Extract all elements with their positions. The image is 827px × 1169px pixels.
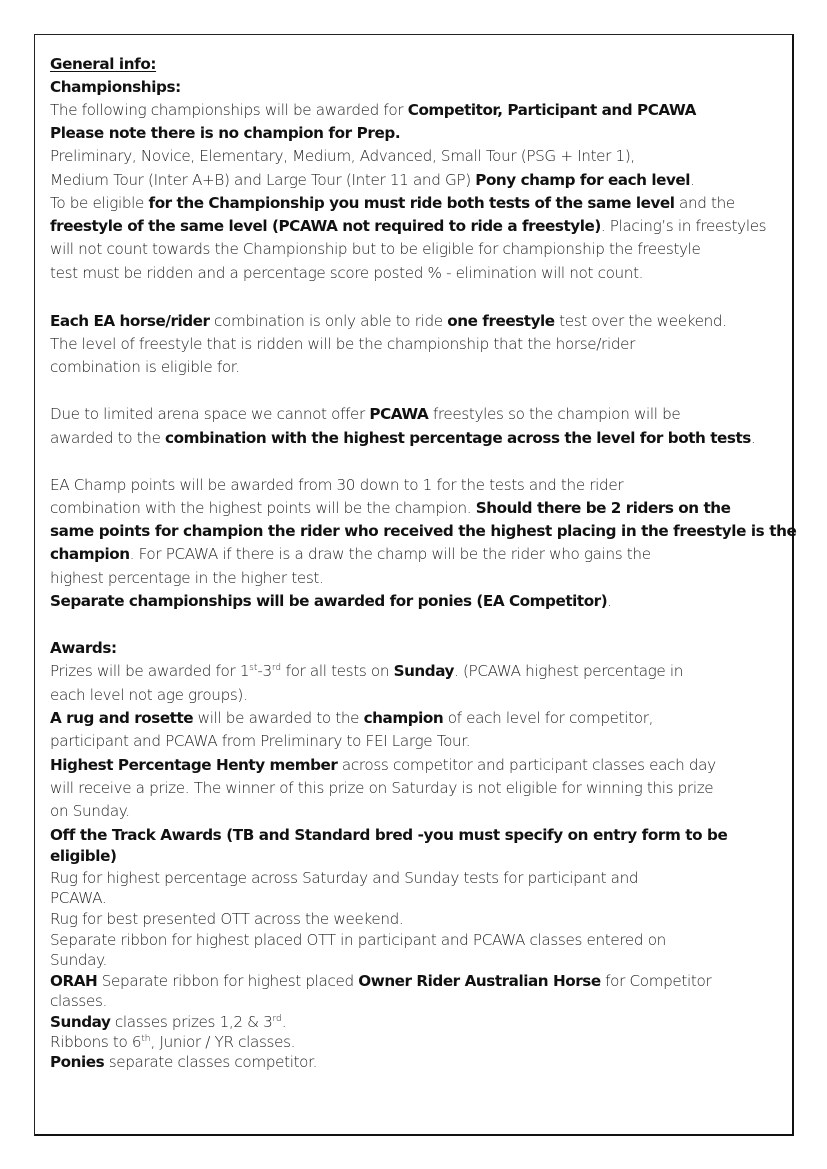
ott-ribbon-line-2: Sunday. (50, 951, 108, 969)
bold-text: Competitor, Participant and PCAWA (407, 101, 696, 119)
bold-text: Sunday (50, 1013, 111, 1031)
text: combination with the highest points will be the champion. (50, 499, 476, 517)
ponies-line (50, 1052, 317, 1072)
text: . For PCAWA if there is a draw the champ will be the rider who gains the (129, 545, 651, 563)
superscript: rd (272, 1014, 282, 1024)
text: awarded to the (50, 429, 166, 447)
text: . (281, 1013, 287, 1031)
orah-line-2: classes. (50, 992, 107, 1010)
bold-text: Should there be 2 riders on the (475, 499, 731, 517)
ribbons-line (50, 1032, 295, 1052)
prizes-line-1 (50, 661, 683, 681)
no-prep-champion-note: Please note there is no champion for Prep. (50, 124, 401, 142)
points-rule-line-5: highest percentage in the higher test. (50, 569, 324, 587)
pony-championships-line (50, 591, 612, 611)
document-title: General info: (50, 55, 157, 73)
eligibility-line-1 (50, 193, 735, 213)
bold-text: Sunday (393, 662, 454, 680)
superscript: st (249, 663, 258, 673)
eligibility-line-3: will not count towards the Championship but to be eligible for championship the freestyle (50, 240, 701, 258)
text: for Competitor (600, 972, 712, 990)
superscript: rd (271, 663, 282, 673)
bold-text: Ponies (50, 1053, 105, 1071)
rug-rosette-line-2: participant and PCAWA from Preliminary to FEI Large Tour. (50, 732, 471, 750)
points-rule-line-4 (50, 544, 651, 564)
bold-text: Pony champ for each level (475, 171, 691, 189)
henty-line-3: on Sunday. (50, 802, 130, 820)
bold-text: Each EA horse/rider (50, 312, 210, 330)
text: Separate ribbon for highest placed (97, 972, 359, 990)
bold-text: champion (363, 709, 444, 727)
text: . (607, 592, 612, 610)
text: The following championships will be awarded for (50, 101, 408, 119)
championships-heading: Championships: (50, 78, 181, 96)
bold-text: A rug and rosette (50, 709, 194, 727)
ott-heading-line-1: Off the Track Awards (TB and Standard bred -you must specify on entry form to be (50, 826, 728, 844)
text: Due to limited arena space we cannot offer (50, 405, 370, 423)
text: will be awarded to the (193, 709, 364, 727)
eligibility-line-2 (50, 216, 766, 236)
bold-text: PCAWA (369, 405, 429, 423)
bold-text: for the Championship you must ride both tests of the same level (148, 194, 675, 212)
rug-rosette-line-1 (50, 708, 653, 728)
bold-text: champion (50, 545, 130, 563)
ott-heading-line-2: eligible) (50, 847, 117, 865)
awards-heading: Awards: (50, 639, 117, 657)
text: . (750, 429, 756, 447)
text: of each level for competitor, (443, 709, 654, 727)
text: , Junior / YR classes. (150, 1033, 296, 1051)
henty-line-2: will receive a prize. The winner of this prize on Saturday is not eligible for winning this prize (50, 779, 714, 797)
points-rule-line-3: same points for champion the rider who received the highest placing in the freestyle is the (50, 522, 797, 540)
bold-text: Highest Percentage Henty member (50, 756, 338, 774)
text: . (690, 171, 695, 189)
bold-text: ORAH (50, 972, 98, 990)
sunday-prizes-line (50, 1012, 286, 1032)
text: for all tests on (281, 662, 394, 680)
championships-intro-line (50, 100, 696, 120)
levels-line: Preliminary, Novice, Elementary, Medium, Advanced, Small Tour (PSG + Inter 1), (50, 147, 635, 165)
freestyle-rule-line-3: combination is eligible for. (50, 358, 240, 376)
points-rule-line-1: EA Champ points will be awarded from 30 down to 1 for the tests and the rider (50, 476, 624, 494)
text: Medium Tour (Inter A+B) and Large Tour (Inter 11 and GP) (50, 171, 476, 189)
bold-text: freestyle of the same level (PCAWA not required to ride a freestyle) (50, 217, 601, 235)
freestyle-rule-line-2: The level of freestyle that is ridden will be the championship that the horse/rider (50, 335, 635, 353)
orah-line-1 (50, 971, 711, 991)
text: test over the weekend. (554, 312, 727, 330)
text: across competitor and participant classes each day (337, 756, 716, 774)
text: Prizes will be awarded for 1 (50, 662, 250, 680)
bold-text: one freestyle (447, 312, 555, 330)
superscript: th (141, 1034, 151, 1044)
text: . Placing’s in freestyles (600, 217, 767, 235)
text: combination is only able to ride (209, 312, 448, 330)
ott-rug-highest-line-1: Rug for highest percentage across Saturday and Sunday tests for participant and (50, 869, 639, 887)
text: . (PCAWA highest percentage in (454, 662, 684, 680)
freestyle-rule-line-1 (50, 311, 727, 331)
tours-line (50, 170, 695, 190)
ott-rug-best-line: Rug for best presented OTT across the weekend. (50, 910, 404, 928)
text: Ribbons to 6 (50, 1033, 142, 1051)
points-rule-line-2 (50, 498, 731, 518)
text: classes prizes 1,2 & 3 (110, 1013, 273, 1031)
ott-ribbon-line-1: Separate ribbon for highest placed OTT in participant and PCAWA classes entered on (50, 931, 666, 949)
bold-text: Separate championships will be awarded for ponies (EA Competitor) (50, 592, 608, 610)
ott-rug-highest-line-2: PCAWA. (50, 889, 107, 907)
text: -3 (257, 662, 272, 680)
pcawa-rule-line-2 (50, 428, 755, 448)
prizes-line-2: each level not age groups). (50, 686, 248, 704)
text: To be eligible (50, 194, 149, 212)
text: freestyles so the champion will be (428, 405, 681, 423)
bold-text: Owner Rider Australian Horse (358, 972, 601, 990)
pcawa-rule-line-1 (50, 404, 680, 424)
text: separate classes competitor. (104, 1053, 318, 1071)
henty-line-1 (50, 755, 716, 775)
text: and the (674, 194, 735, 212)
bold-text: combination with the highest percentage across the level for both tests (165, 429, 751, 447)
eligibility-line-4: test must be ridden and a percentage score posted % - elimination will not count. (50, 264, 644, 282)
